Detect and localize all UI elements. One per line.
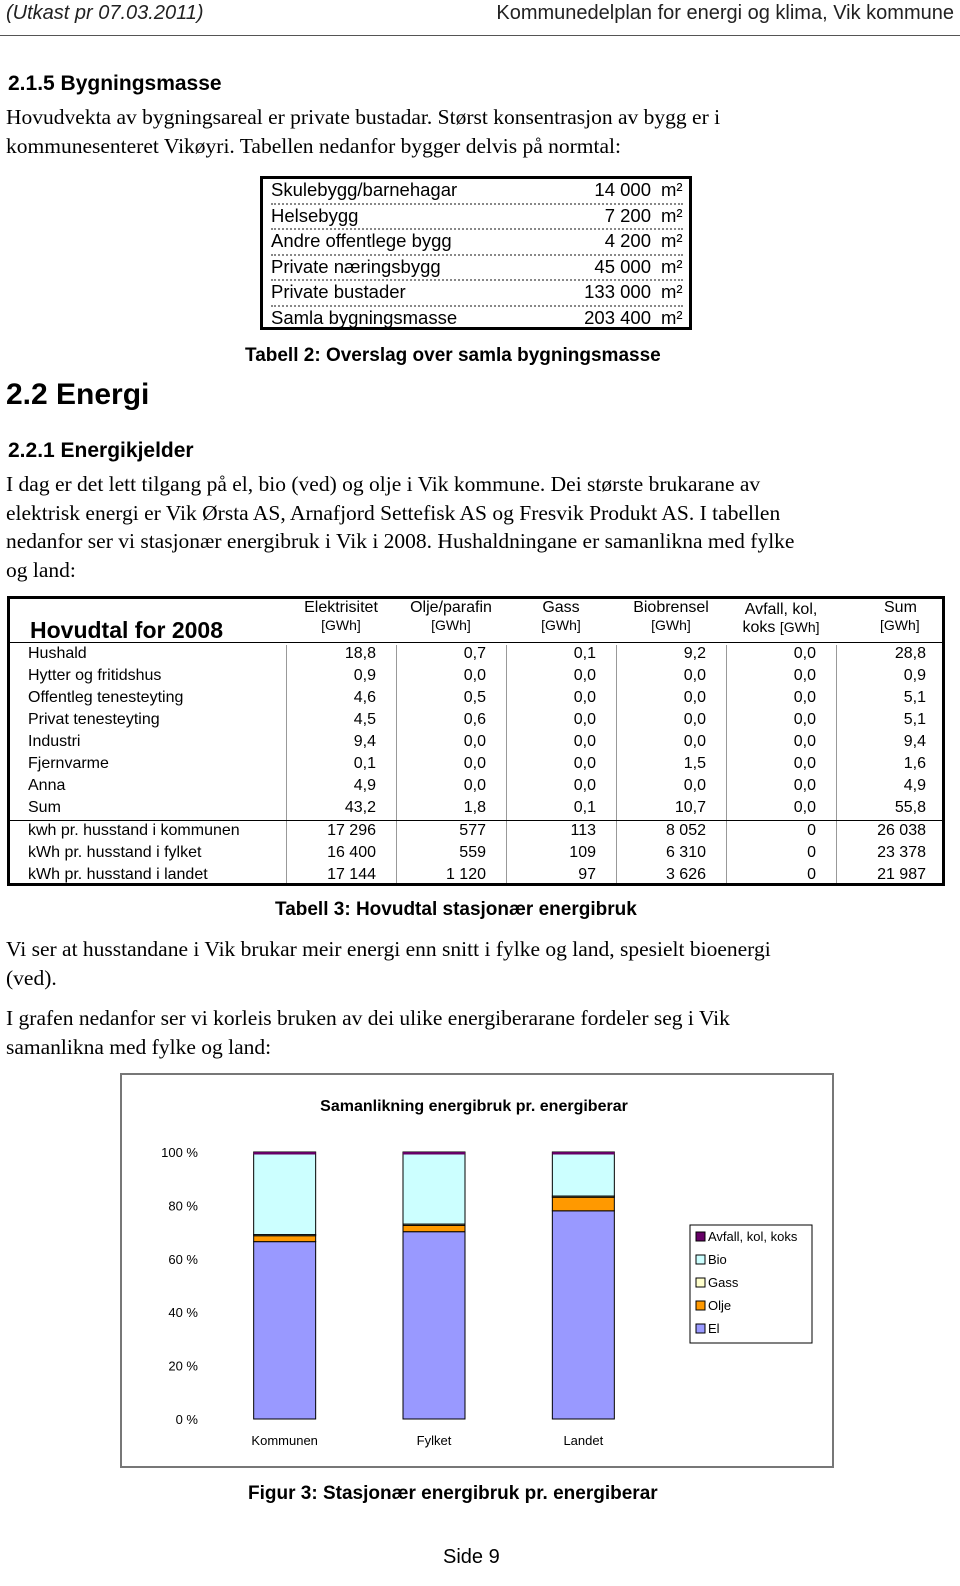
table-building-mass [260, 176, 692, 330]
col-header-name: Olje/parafin [410, 599, 492, 616]
heading-energikjelder: 2.2.1 Energikjelder [8, 439, 194, 462]
row-unit: m² [661, 179, 683, 200]
cell-sum: 28,8 [894, 645, 926, 662]
row-label: Industri [28, 733, 81, 750]
bar-segment-top [403, 1152, 465, 1155]
table-row [10, 777, 942, 799]
cell-avfall: 0,0 [793, 711, 816, 728]
cell-avfall: 0,0 [793, 733, 816, 750]
cell-avfall: 0 [807, 844, 816, 861]
cell-bio: 9,2 [683, 645, 706, 662]
text-line: og land: [6, 557, 76, 582]
cell-sum: 23 378 [877, 844, 926, 861]
cell-el: 4,5 [353, 711, 376, 728]
bar-segment-top [552, 1152, 614, 1155]
y-tick-label: 100 % [161, 1145, 198, 1160]
cell-avfall: 0 [807, 822, 816, 839]
cell-el: 17 144 [327, 866, 376, 883]
col-header-biobrensel [616, 599, 726, 633]
page-number: Side 9 [443, 1546, 500, 1568]
col-header-elektrisitet [286, 599, 396, 633]
table-row-sum [10, 799, 942, 821]
cell-olje: 0,0 [463, 667, 486, 684]
cell-bio: 1,5 [683, 755, 706, 772]
text-line: I grafen nedanfor ser vi korleis bruken av dei ulike energiberarane fordeler seg i Vik [6, 1006, 730, 1030]
cell-sum: 5,1 [903, 689, 926, 706]
cell-olje: 1 120 [445, 866, 486, 883]
cell-gass: 0,1 [573, 799, 596, 816]
cell-sum: 0,9 [903, 667, 926, 684]
bar-segment [254, 1242, 316, 1419]
row-value: 133 000 [584, 281, 651, 302]
legend-swatch [696, 1324, 705, 1333]
col-header-sum [850, 599, 960, 633]
cell-el: 0,1 [353, 755, 376, 772]
cell-gass: 0,1 [573, 645, 596, 662]
row-label: Helsebygg [271, 205, 359, 226]
cell-el: 4,6 [353, 689, 376, 706]
table-row [10, 711, 942, 733]
table3-title: Hovudtal for 2008 [30, 617, 223, 643]
cell-sum: 4,9 [903, 777, 926, 794]
col-header-name-cont: koks [742, 619, 776, 636]
table-row [10, 844, 942, 866]
row-label: kwh pr. husstand i kommunen [28, 822, 240, 839]
cell-el: 0,9 [353, 667, 376, 684]
cell-bio: 0,0 [683, 667, 706, 684]
header-draft-date: (Utkast pr 07.03.2011) [6, 2, 204, 24]
text-line: elektrisk energi er Vik Ørsta AS, Arnafjord Settefisk AS og Fresvik Produkt AS. I tabellen [6, 500, 781, 525]
col-header-olje [396, 599, 506, 633]
row-label: Private næringsbygg [271, 256, 441, 277]
row-label: Anna [28, 777, 66, 794]
section-rule [10, 820, 942, 821]
cell-bio: 0,0 [683, 711, 706, 728]
header-rule [10, 642, 942, 643]
legend-swatch [696, 1301, 705, 1310]
bar-segment [403, 1152, 465, 1224]
cell-olje: 0,7 [463, 645, 486, 662]
cell-el: 9,4 [353, 733, 376, 750]
text-line: Vi ser at husstandane i Vik brukar meir energi enn snitt i fylke og land, spesielt bioenergi [6, 937, 771, 961]
col-header-avfall [726, 601, 836, 637]
legend-swatch [696, 1255, 705, 1264]
table-row [10, 755, 942, 777]
legend-swatch [696, 1232, 705, 1241]
y-tick-label: 20 % [168, 1358, 198, 1374]
cell-sum: 26 038 [877, 822, 926, 839]
table-row [10, 822, 942, 844]
row-value: 45 000 [594, 256, 651, 277]
cell-avfall: 0,0 [793, 799, 816, 816]
cell-gass: 0,0 [573, 711, 596, 728]
heading-energi: 2.2 Energi [6, 378, 150, 411]
bar-segment [552, 1211, 614, 1419]
col-header-unit: [GWh] [779, 619, 820, 635]
cell-avfall: 0,0 [793, 667, 816, 684]
cell-bio: 3 626 [665, 866, 706, 883]
y-tick-label: 0 % [175, 1412, 198, 1427]
cell-olje: 0,5 [463, 689, 486, 706]
col-header-unit: [GWh] [321, 617, 361, 633]
y-tick-label: 80 % [168, 1198, 198, 1214]
row-label: Samla bygningsmasse [271, 307, 458, 328]
cell-avfall: 0,0 [793, 689, 816, 706]
row-unit: m² [661, 205, 683, 226]
col-header-unit: [GWh] [880, 617, 920, 633]
table-row [10, 866, 942, 888]
row-label: kWh pr. husstand i fylket [28, 844, 202, 861]
cell-sum: 9,4 [903, 733, 926, 750]
bar-segment [552, 1152, 614, 1196]
row-label: Privat tenesteyting [28, 711, 160, 728]
figure-caption: Figur 3: Stasjonær energibruk pr. energiberar [248, 1483, 658, 1504]
cell-olje: 0,0 [463, 755, 486, 772]
row-unit: m² [661, 281, 683, 302]
y-tick-label: 40 % [168, 1305, 198, 1321]
col-header-name: Biobrensel [633, 599, 709, 616]
legend-label: El [708, 1321, 720, 1336]
cell-gass: 0,0 [573, 689, 596, 706]
row-label: kWh pr. husstand i landet [28, 866, 208, 883]
cell-sum: 21 987 [877, 866, 926, 883]
row-label: Offentleg tenesteyting [28, 689, 184, 706]
cell-el: 17 296 [327, 822, 376, 839]
cell-gass: 0,0 [573, 777, 596, 794]
row-label: Hytter og fritidshus [28, 667, 162, 684]
col-header-gass [506, 599, 616, 633]
text-line: samanlikna med fylke og land: [6, 1034, 272, 1059]
cell-el: 43,2 [344, 799, 376, 816]
header-rule [0, 35, 960, 36]
cell-el: 16 400 [327, 844, 376, 861]
cell-gass: 97 [578, 866, 596, 883]
y-tick-label: 60 % [168, 1251, 198, 1267]
legend-label: Avfall, kol, koks [708, 1229, 798, 1244]
cell-avfall: 0,0 [793, 777, 816, 794]
paragraph-chart-intro [6, 1004, 941, 1061]
cell-sum: 55,8 [894, 799, 926, 816]
x-tick-label: Fylket [416, 1433, 452, 1448]
row-value: 14 000 [594, 179, 651, 200]
col-header-name: Gass [542, 599, 580, 616]
cell-avfall: 0 [807, 866, 816, 883]
col-header-name: Sum [884, 599, 917, 616]
row-value: 203 400 [584, 307, 651, 328]
row-label: Private bustader [271, 281, 406, 302]
chart-title: Samanlikning energibruk pr. energiberar [320, 1098, 628, 1115]
cell-gass: 0,0 [573, 755, 596, 772]
cell-olje: 577 [459, 822, 486, 839]
cell-olje: 0,6 [463, 711, 486, 728]
cell-olje: 0,0 [463, 733, 486, 750]
row-label: Skulebygg/barnehagar [271, 179, 458, 200]
cell-bio: 0,0 [683, 733, 706, 750]
cell-avfall: 0,0 [793, 645, 816, 662]
col-header-name: Elektrisitet [304, 599, 378, 616]
cell-bio: 0,0 [683, 689, 706, 706]
cell-el: 4,9 [353, 777, 376, 794]
paragraph-bygningsmasse [6, 103, 941, 160]
cell-sum: 5,1 [903, 711, 926, 728]
col-header-name: Avfall, kol, [744, 601, 818, 618]
row-unit: m² [661, 256, 683, 277]
cell-bio: 10,7 [674, 799, 706, 816]
chart-frame [120, 1073, 834, 1468]
col-header-name-line2 [726, 619, 836, 637]
col-header-unit: [GWh] [541, 617, 581, 633]
bar-segment-top [254, 1152, 316, 1155]
row-value: 7 200 [604, 205, 651, 226]
text-line: kommunesenteret Vikøyri. Tabellen nedanfor bygger delvis på normtal: [6, 133, 621, 158]
row-value: 4 200 [604, 230, 651, 251]
legend-label: Gass [708, 1275, 739, 1290]
cell-gass: 0,0 [573, 667, 596, 684]
bar-segment [254, 1152, 316, 1235]
legend-swatch [696, 1278, 705, 1287]
bar-segment [254, 1236, 316, 1242]
cell-gass: 0,0 [573, 733, 596, 750]
cell-sum: 1,6 [903, 755, 926, 772]
cell-olje: 1,8 [463, 799, 486, 816]
cell-gass: 109 [569, 844, 596, 861]
row-unit: m² [661, 230, 683, 251]
text-line: I dag er det lett tilgang på el, bio (ved) og olje i Vik kommune. Dei største brukarane av [6, 472, 761, 496]
table3-caption: Tabell 3: Hovudtal stasjonær energibruk [275, 899, 637, 920]
legend-label: Olje [708, 1298, 732, 1313]
table-row [10, 689, 942, 711]
row-label: Hushald [28, 645, 87, 662]
table-row [10, 645, 942, 667]
row-unit: m² [661, 307, 683, 328]
row-label: Sum [28, 799, 61, 816]
cell-olje: 559 [459, 844, 486, 861]
cell-bio: 8 052 [665, 822, 706, 839]
row-label: Andre offentlege bygg [271, 230, 452, 251]
cell-bio: 6 310 [665, 844, 706, 861]
cell-avfall: 0,0 [793, 755, 816, 772]
paragraph-energikjelder [6, 470, 941, 584]
paragraph-comparison [6, 935, 941, 992]
heading-bygningsmasse: 2.1.5 Bygningsmasse [8, 72, 222, 95]
cell-gass: 113 [570, 822, 596, 839]
cell-bio: 0,0 [683, 777, 706, 794]
table-energy-figures [7, 596, 945, 886]
table-row [10, 667, 942, 689]
col-header-unit: [GWh] [651, 617, 691, 633]
header-document-title: Kommunedelplan for energi og klima, Vik kommune [496, 2, 954, 24]
cell-el: 18,8 [344, 645, 376, 662]
col-header-unit: [GWh] [431, 617, 471, 633]
table-row [10, 733, 942, 755]
text-line: Hovudvekta av bygningsareal er private bustadar. Størst konsentrasjon av bygg er i [6, 105, 721, 129]
bar-segment [552, 1197, 614, 1211]
bar-segment [403, 1232, 465, 1419]
row-label: Fjernvarme [28, 755, 109, 772]
table2-caption: Tabell 2: Overslag over samla bygningsmasse [245, 345, 661, 366]
x-tick-label: Landet [563, 1433, 604, 1448]
x-tick-label: Kommunen [251, 1433, 318, 1448]
cell-olje: 0,0 [463, 777, 486, 794]
text-line: nedanfor ser vi stasjonær energibruk i Vik i 2008. Hushaldningane er samanlikna med fylke [6, 529, 795, 553]
stacked-bar-chart [122, 1075, 832, 1466]
legend-label: Bio [708, 1252, 727, 1267]
text-line: (ved). [6, 965, 57, 990]
bar-segment [403, 1225, 465, 1231]
